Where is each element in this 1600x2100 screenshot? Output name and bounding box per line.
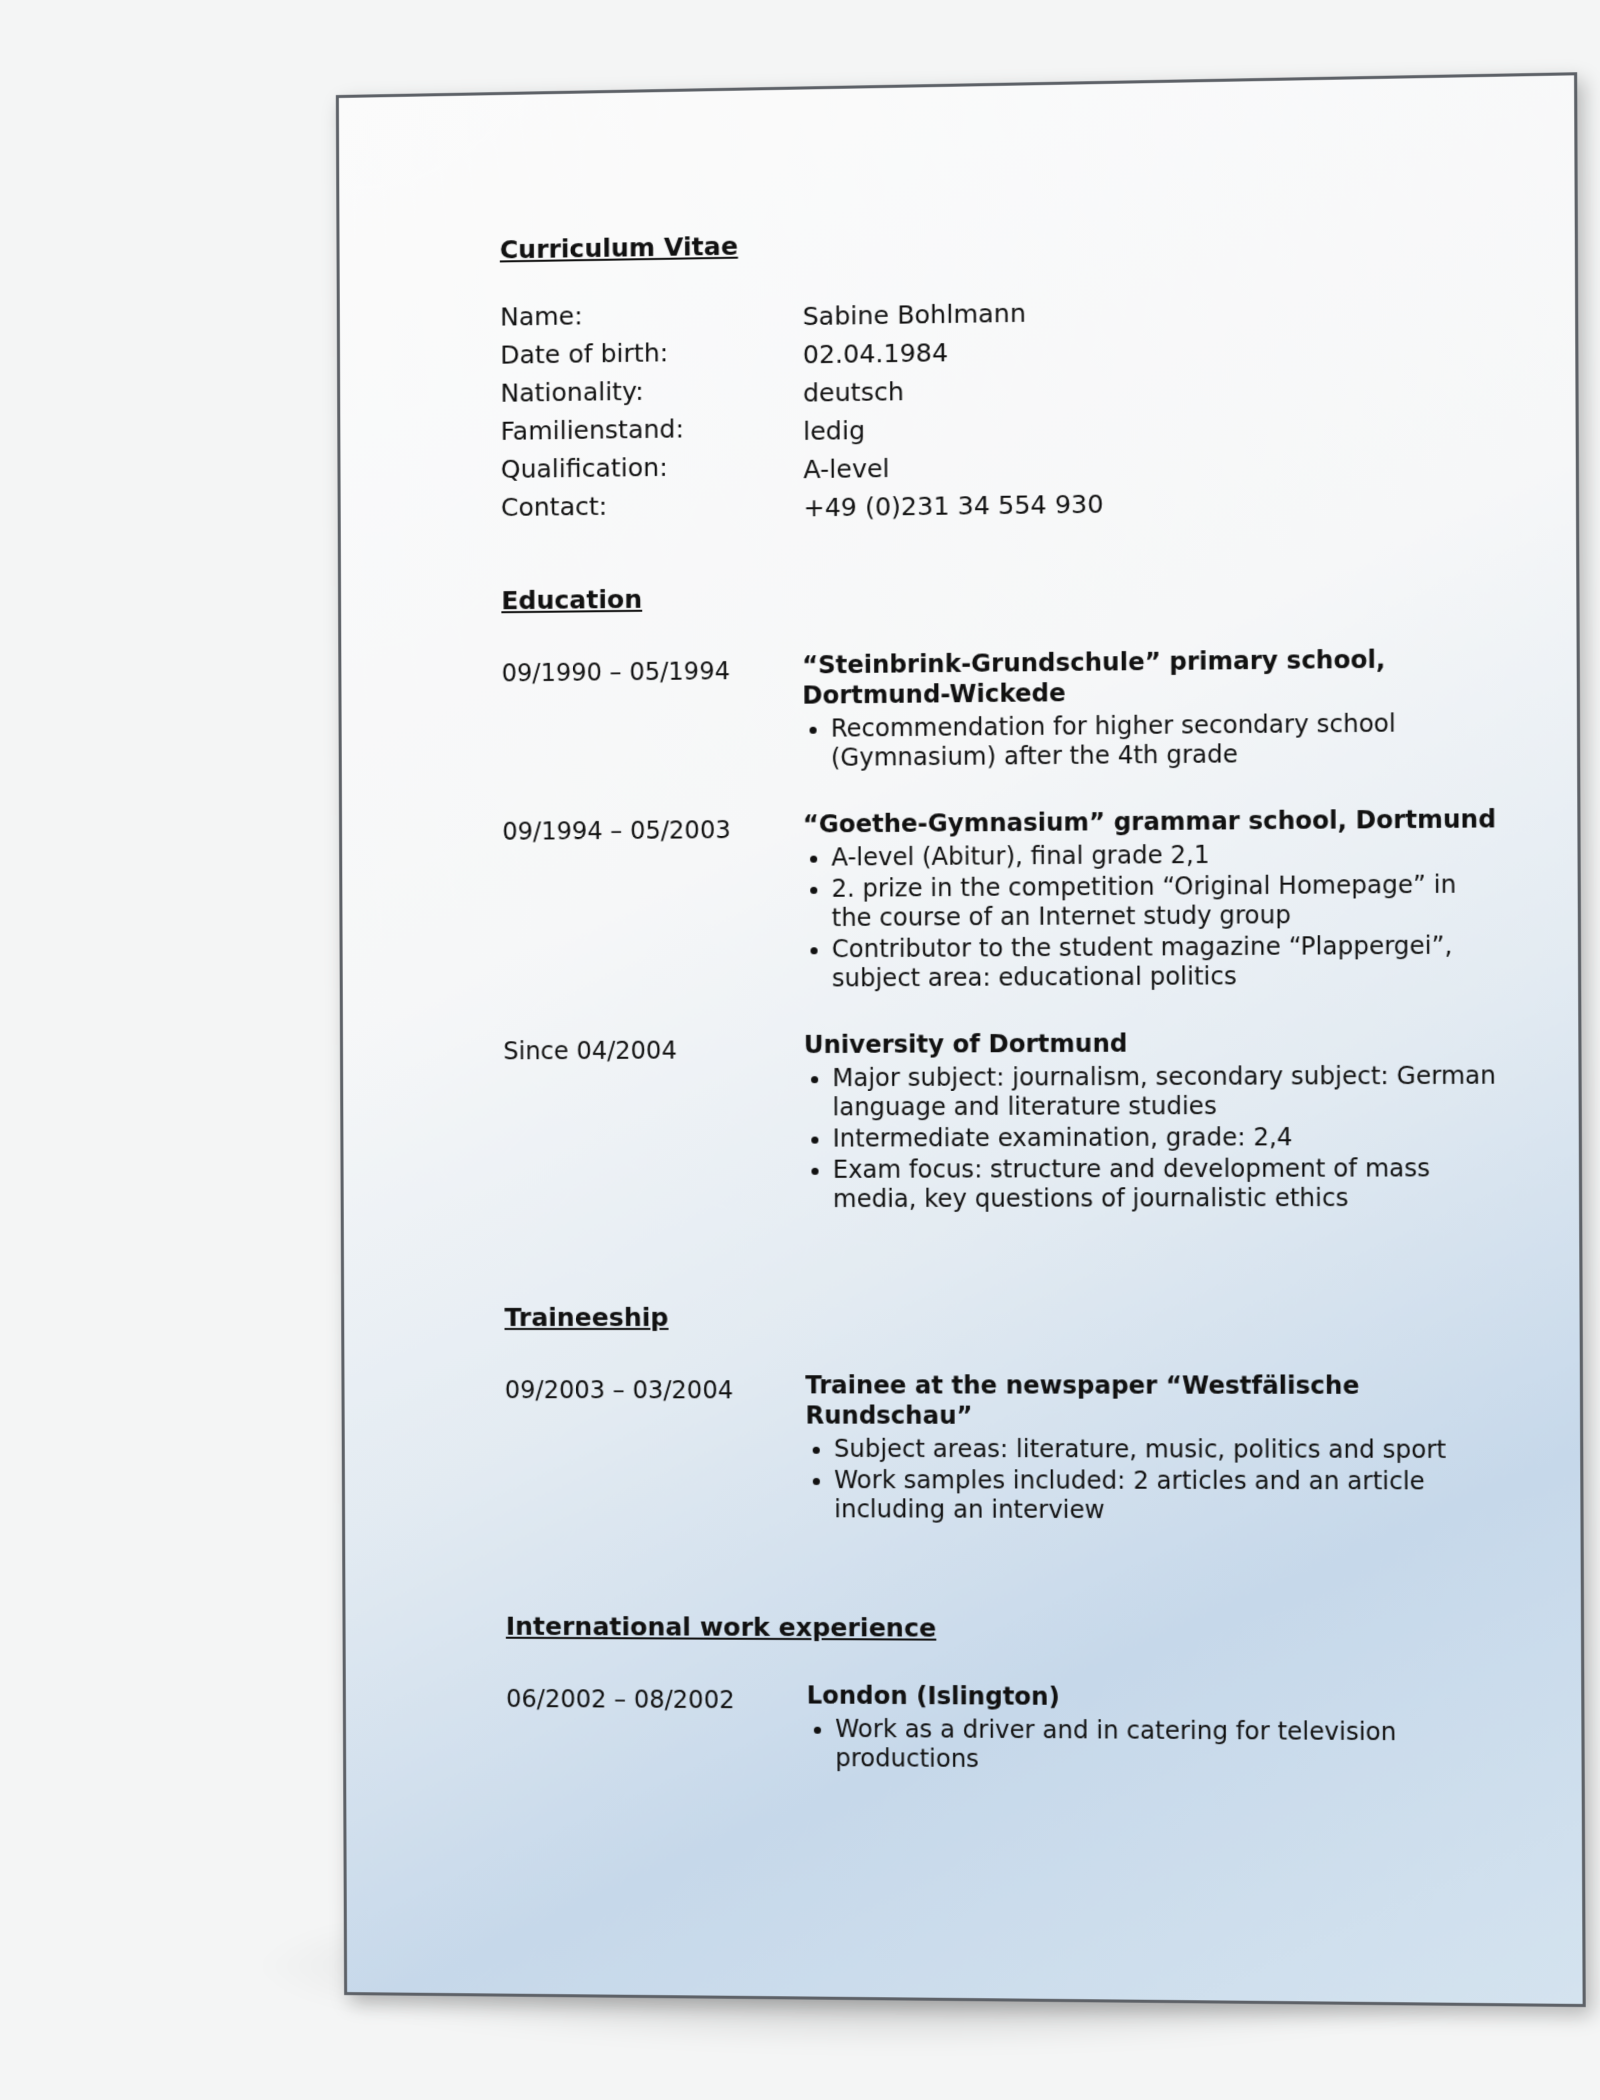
nationality-label: Nationality: <box>500 376 644 408</box>
name-label: Name: <box>500 301 583 332</box>
education-title: Education <box>501 584 643 616</box>
education-entry <box>502 804 1501 997</box>
bullet-item: • Recommendation for higher secondary school (Gymnasium) after the 4th grade <box>831 708 1501 773</box>
qualification-label: Qualification: <box>500 452 668 484</box>
entry-date: Since 04/2004 <box>503 1036 677 1066</box>
cv-title: Curriculum Vitae <box>499 231 739 265</box>
bullet-item: • 2. prize in the competition “Original Homepage” in the course of an Internet study group <box>831 870 1501 933</box>
bullet-item: • Work samples included: 2 articles and an article including an interview <box>834 1466 1504 1526</box>
entry-bullets <box>803 839 1502 994</box>
bullet-item: • Exam focus: structure and development of mass media, key questions of journalistic ethics <box>833 1154 1503 1214</box>
entry-institution: “Steinbrink-Grundschule” primary school, Dortmund-Wickede <box>802 645 1386 710</box>
entry-bullets <box>807 1715 1505 1778</box>
nationality-value: deutsch <box>802 377 905 408</box>
qualification-value: A-level <box>803 453 890 485</box>
contact-value: +49 (0)231 34 554 930 <box>803 489 1104 523</box>
marital-value: ledig <box>803 415 866 446</box>
entry-institution: Trainee at the newspaper “Westfälische Rundschau” <box>805 1371 1360 1430</box>
entry-date: 09/2003 – 03/2004 <box>504 1376 734 1405</box>
entry-date: 09/1994 – 05/2003 <box>502 815 731 846</box>
education-entry <box>502 643 1501 777</box>
entry-institution: University of Dortmund <box>803 1029 1128 1060</box>
entry-bullets <box>802 708 1500 773</box>
traineeship-entry <box>505 1370 1504 1528</box>
birth-value: 02.04.1984 <box>802 338 949 370</box>
contact-label: Contact: <box>500 491 608 523</box>
bullet-item: • Work as a driver and in catering for television productions <box>835 1715 1505 1778</box>
bullet-item: • Contributor to the student magazine “Plappergei”, subject area: educational politics <box>832 931 1502 993</box>
cv-content <box>500 219 1505 1814</box>
entry-institution: “Goethe-Gymnasium” grammar school, Dortmund <box>802 805 1497 839</box>
bullet-item: • Major subject: journalism, secondary subject: German language and literature studies <box>832 1061 1502 1122</box>
international-title: International work experience <box>505 1611 937 1643</box>
name-value: Sabine Bohlmann <box>802 298 1027 332</box>
entry-date: 09/1990 – 05/1994 <box>501 657 731 688</box>
personal-details <box>500 287 1499 526</box>
marital-label: Familienstand: <box>500 414 684 446</box>
bullet-item: • Intermediate examination, grade: 2,4 <box>833 1122 1503 1153</box>
bullet-item: • Subject areas: literature, music, politics and sport <box>834 1435 1504 1465</box>
entry-bullets <box>806 1435 1504 1526</box>
bullet-item: • A-level (Abitur), final grade 2,1 <box>831 839 1501 873</box>
entry-date: 06/2002 – 08/2002 <box>506 1684 735 1715</box>
international-entry <box>506 1679 1505 1780</box>
traineeship-title: Traineeship <box>504 1302 669 1332</box>
entry-institution: London (Islington) <box>806 1681 1060 1711</box>
entry-bullets <box>804 1061 1503 1214</box>
birth-label: Date of birth: <box>500 338 669 370</box>
document-page <box>336 72 1586 2007</box>
education-entry <box>503 1027 1502 1217</box>
